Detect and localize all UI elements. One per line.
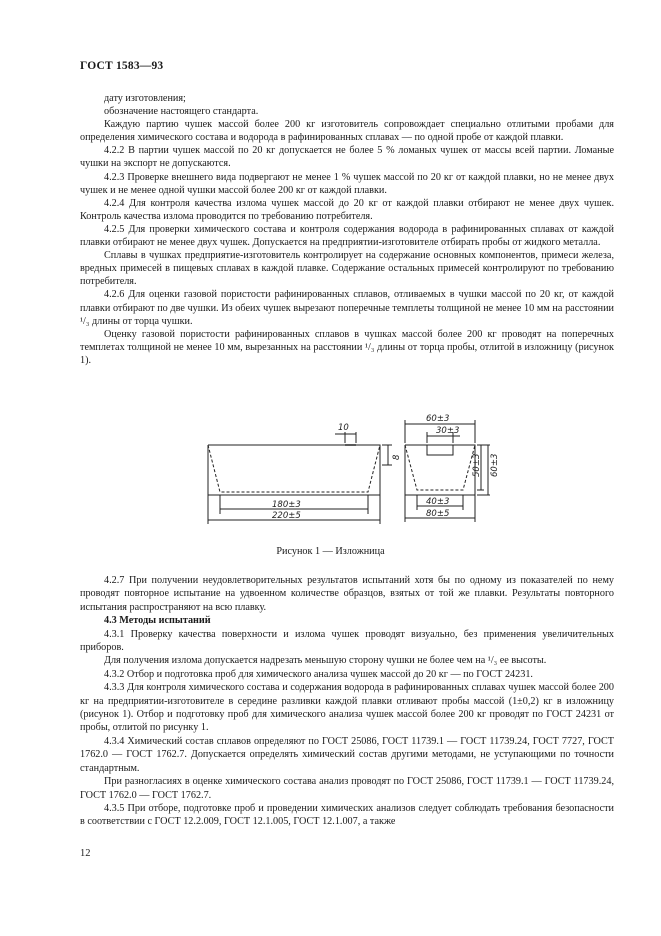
dim-top-offset: 10 <box>338 423 349 433</box>
paragraph-4-2-7: 4.2.7 При получении неудовлетворительных результатов испытаний хотя бы по одному из показателей по нему проводят повторное испытание на удвоенном количестве образцов, взятых от той же плавки. Результаты повторного испытания распространяют на всю плавку. <box>80 575 614 613</box>
paragraph: Для получения излома допускается надрезать меньшую сторону чушки не более чем на ¹/₃ ее высоты. <box>104 655 547 667</box>
mold-drawing <box>190 410 500 535</box>
paragraph-4-2-6: 4.2.6 Для оценки газовой пористости рафинированных сплавов, отливаемых в чушки массой по 20 кг, от каждой плавки отбирают по две чушки. Из обеих чушек вырезают поперечные темплеты толщиной не менее 10 мм на расстоянии ¹/₃ длины от торца чушки. <box>80 289 614 327</box>
dim-outer-length: 220±5 <box>272 511 301 521</box>
dim-top-width: 60±3 <box>426 414 450 424</box>
paragraph: обозначение настоящего стандарта. <box>104 106 259 118</box>
section-4-3-text <box>80 574 614 829</box>
dim-slot-width: 30±3 <box>436 426 460 436</box>
dim-bottom-inner: 40±3 <box>426 497 450 507</box>
paragraph-4-3-1: 4.3.1 Проверку качества поверхности и излома чушек проводят визуально, без применения увеличительных приборов. <box>80 628 614 654</box>
dim-outer-height: 60±3 <box>490 453 500 477</box>
paragraph-4-3-3: 4.3.3 Для контроля химического состава и содержания водорода в рафинированных сплавах чушек массой более 200 кг на предприятии-изготовителе в середине разливки каждой плавки отливают пробы массой (1±0,2) кг в изложницу (рисунок 1). Отбор и подготовку проб для химического анализа чушек массой более 200 кг проводят по ГОСТ 24231 от пробы, отлитой по рисунку 1. <box>80 682 614 734</box>
paragraph-4-3-4: 4.3.4 Химический состав сплавов определяют по ГОСТ 25086, ГОСТ 11739.1 — ГОСТ 11739.24, ГОСТ 7727, ГОСТ 1762.0 — ГОСТ 1762.7. Допускается определять химический состав другими методами, не уступающими по точности стандартным. <box>80 735 614 774</box>
section-heading: 4.3 Методы испытаний <box>104 615 211 627</box>
paragraph-4-2-2: 4.2.2 В партии чушек массой по 20 кг допускается не более 5 % ломаных чушек от массы всей партии. Ломаные чушки на экспорт не допускаются. <box>80 145 614 170</box>
paragraph-4-2-3: 4.2.3 Проверке внешнего вида подвергают не менее 1 % чушек массой по 20 кг от каждой плавки, но не менее двух чушек и не менее одной чушки массой более 200 кг от каждой плавки. <box>80 171 614 196</box>
dim-bottom-outer: 80±5 <box>426 509 450 519</box>
dim-inner-height: 50±3 <box>472 453 482 477</box>
figure-caption: Рисунок 1 — Изложница <box>276 546 385 557</box>
paragraph: Каждую партию чушек массой более 200 кг изготовитель сопровождает специально отлитыми пробами для определения химического состава и водорода в рафинированных сплавах — по одной пробе от каждой плавки. <box>80 119 614 144</box>
paragraph: Оценку газовой пористости рафинированных сплавов в чушках массой более 200 кг проводят на поперечных темплетах толщиной не менее 10 мм, вырезанных на расстоянии ¹/₃ длины от торца пробы, отлитой в изложницу (рисунок 1). <box>80 328 614 366</box>
document-code: ГОСТ 1583—93 <box>80 60 164 72</box>
page-number: 12 <box>80 848 91 859</box>
dim-inner-length: 180±3 <box>272 500 301 510</box>
paragraph-4-2-4: 4.2.4 Для контроля качества излома чушек массой до 20 кг от каждой плавки отбирают не менее двух чушек. Контроль качества излома проводится по требованию потребителя. <box>80 197 614 222</box>
section-4-2-text <box>80 92 614 367</box>
paragraph: При разногласиях в оценке химического состава анализ проводят по ГОСТ 25086, ГОСТ 11739.1 — ГОСТ 11739.24, ГОСТ 1762.0 — ГОСТ 1762.7. <box>80 776 614 801</box>
paragraph-4-2-5: 4.2.5 Для проверки химического состава и контроля содержания водорода в рафинированных сплавах от каждой плавки отбирают не менее двух чушек. Допускается на предприятии-изготовителе отбирать пробы от жидкого металла. <box>80 223 614 249</box>
paragraph: дату изготовления; <box>104 93 186 104</box>
paragraph: Сплавы в чушках предприятие-изготовитель контролирует на содержание основных компонентов, примеси железа, вредных примесей в пищевых сплавах в каждой плавке. Содержание остальных примесей контролируют по требованию потребителя. <box>80 250 614 288</box>
paragraph-4-3-5: 4.3.5 При отборе, подготовке проб и проведении химических анализов следует соблюдать требования безопасности в соответствии с ГОСТ 12.2.009, ГОСТ 12.1.005, ГОСТ 12.1.007, а также <box>80 802 614 828</box>
dim-depth: 8 <box>392 454 402 460</box>
mold-drawing-svg <box>190 410 500 535</box>
paragraph-4-3-2: 4.3.2 Отбор и подготовка проб для химического анализа чушек массой до 20 кг — по ГОСТ 24231. <box>104 668 533 680</box>
